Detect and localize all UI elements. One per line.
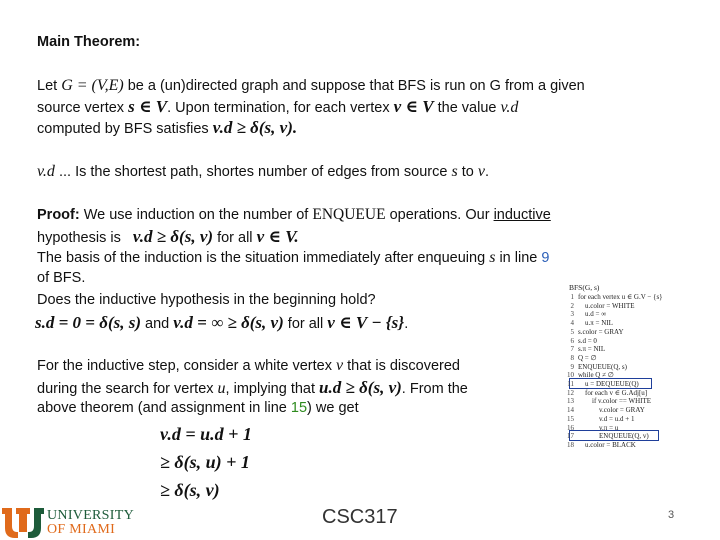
bfs-title: BFS(G, s) xyxy=(569,283,600,292)
math-s-in-v: s ∈ V xyxy=(128,97,168,116)
bfs-line-number: 9 xyxy=(570,362,574,371)
theorem-line-2 xyxy=(37,96,518,119)
bfs-code-line xyxy=(563,354,663,363)
bfs-line-code: u = DEQUEUE(Q) xyxy=(578,380,639,388)
proof-line-3 xyxy=(37,247,549,269)
bfs-line-code: v.d = u.d + 1 xyxy=(578,414,635,423)
bfs-line-code: for each vertex u ∈ G.V − {s} xyxy=(578,293,663,301)
slide-heading: Main Theorem: xyxy=(37,34,141,50)
theorem-line-3 xyxy=(37,117,297,140)
inductive-term: inductive xyxy=(493,207,551,223)
bfs-line-number: 2 xyxy=(570,301,574,310)
bfs-line-code: u.d = ∞ xyxy=(578,310,607,319)
proof-text: and xyxy=(141,316,174,332)
bfs-line-code: v.π = u xyxy=(578,423,619,432)
math-vd: v.d xyxy=(500,99,519,116)
step-text: For the inductive step, consider a white vertex xyxy=(37,358,337,374)
step-line-3 xyxy=(37,398,359,419)
step-line-2 xyxy=(37,377,468,400)
bfs-line-code: u.color = WHITE xyxy=(578,301,635,310)
bfs-line-number: 15 xyxy=(567,414,574,423)
bfs-line-number: 8 xyxy=(570,353,574,362)
bfs-line-number: 1 xyxy=(570,293,574,301)
math-inequality: v.d ≥ δ(s, v). xyxy=(212,118,298,137)
shortest-path-note xyxy=(37,161,489,183)
bfs-code-line xyxy=(563,380,663,389)
university-line-1: UNIVERSITY xyxy=(47,508,134,523)
bfs-line-code: u.π = NIL xyxy=(578,319,613,328)
proof-line-1 xyxy=(37,204,551,226)
step-text: above theorem (and assignment in line xyxy=(37,400,291,416)
math-hypothesis: v.d ≥ δ(s, v) xyxy=(132,227,214,246)
bfs-line-code: v.color = GRAY xyxy=(578,406,645,415)
line-9-link[interactable]: 9 xyxy=(541,250,550,266)
bfs-code-line xyxy=(563,345,663,354)
bfs-line-code: ENQUEUE(Q, s) xyxy=(578,362,627,371)
bfs-line-number: 18 xyxy=(567,440,574,449)
bfs-code-line xyxy=(563,397,663,406)
bfs-line-code: Q = ∅ xyxy=(578,353,597,362)
step-text: during the search for vertex xyxy=(37,381,218,397)
note-text: . xyxy=(484,164,489,180)
proof-text: for all xyxy=(283,316,328,332)
note-text: to xyxy=(457,164,478,180)
bfs-code-line xyxy=(563,415,663,424)
bfs-line-code: while Q ≠ ∅ xyxy=(578,371,614,380)
proof-text: in line xyxy=(495,250,542,266)
note-text: ... Is the shortest path, shortes number of edges from source xyxy=(54,164,452,180)
bfs-line-number: 16 xyxy=(567,423,574,432)
equation-1: v.d = u.d + 1 xyxy=(160,424,252,444)
bfs-code-line xyxy=(563,337,663,346)
bfs-code-line xyxy=(563,328,663,337)
bfs-line-code: u.color = BLACK xyxy=(578,440,636,449)
bfs-line-number: 6 xyxy=(570,336,574,345)
math-v: v xyxy=(336,357,344,374)
bfs-code-line xyxy=(563,441,663,450)
step-text: that is discovered xyxy=(343,358,460,374)
bfs-line-number: 3 xyxy=(570,310,574,319)
theorem-text: be a (un)directed graph and suppose that BFS is run on G from a given xyxy=(123,78,585,94)
bfs-line-number: 13 xyxy=(567,397,574,406)
graph-definition: G = (V,E) xyxy=(61,77,124,94)
proof-text: The basis of the induction is the situation immediately after enqueuing xyxy=(37,250,490,266)
bfs-line-number: 7 xyxy=(570,345,574,354)
equation-3: ≥ δ(s, v) xyxy=(160,480,220,500)
proof-line-2 xyxy=(37,226,299,249)
bfs-code-line xyxy=(563,319,663,328)
bfs-line-number: 5 xyxy=(570,327,574,336)
proof-line-4: of BFS. xyxy=(37,270,86,286)
bfs-pseudocode xyxy=(563,283,663,468)
enqueue-term: ENQUEUE xyxy=(312,206,386,223)
theorem-text: . Upon termination, for each vertex xyxy=(167,100,394,116)
bfs-line-code: for each v ∈ G.Adj[u] xyxy=(578,388,648,397)
bfs-code-line xyxy=(563,406,663,415)
proof-text: for all xyxy=(213,230,257,246)
university-u-logo xyxy=(2,508,44,538)
math-sd-zero: s.d = 0 = δ(s, s) xyxy=(35,313,142,332)
bfs-line-number: 10 xyxy=(567,371,574,380)
step-text: ) we get xyxy=(307,400,359,416)
bfs-line-number: 4 xyxy=(570,319,574,328)
proof-question: Does the inductive hypothesis in the beginning hold? xyxy=(37,292,376,308)
proof-label: Proof: xyxy=(37,207,80,223)
bfs-line-number: 14 xyxy=(567,406,574,415)
theorem-text: source vertex xyxy=(37,100,129,116)
proof-text: We use induction on the number of xyxy=(79,207,313,223)
bfs-line-number: 11 xyxy=(567,380,574,388)
math-v: v xyxy=(477,163,485,180)
bfs-line-code: s.d = 0 xyxy=(578,336,597,345)
bfs-line-code: if v.color == WHITE xyxy=(578,397,652,406)
math-vd-infinity: v.d = ∞ ≥ δ(s, v) xyxy=(173,313,284,332)
math-v-in-v: v ∈ V xyxy=(393,97,434,116)
math-ud: u.d ≥ δ(s, v) xyxy=(319,378,402,397)
theorem-text: the value xyxy=(433,100,501,116)
bfs-line-code: s.π = NIL xyxy=(578,345,606,354)
bfs-code-line xyxy=(563,310,663,319)
course-code: CSC317 xyxy=(322,506,398,528)
line-15-link[interactable]: 15 xyxy=(290,400,308,416)
proof-text: hypothesis is xyxy=(37,230,125,246)
math-vd: v.d xyxy=(37,163,55,180)
bfs-code-line xyxy=(563,389,663,398)
math-s: s xyxy=(489,249,496,266)
bfs-code-line xyxy=(563,371,663,380)
bfs-code-line xyxy=(563,363,663,372)
bfs-line-code: ENQUEUE(Q, v) xyxy=(578,432,649,441)
theorem-text: computed by BFS satisfies xyxy=(37,121,213,137)
bfs-code-line xyxy=(563,302,663,311)
step-text: , implying that xyxy=(225,381,320,397)
bfs-code-line xyxy=(563,432,663,441)
proof-text: . xyxy=(404,316,409,332)
equation-2: ≥ δ(s, u) + 1 xyxy=(160,452,250,472)
proof-text: operations. Our xyxy=(385,207,494,223)
bfs-code-line xyxy=(563,424,663,433)
university-wordmark xyxy=(47,509,134,537)
step-text: . From the xyxy=(401,381,468,397)
bfs-line-number: 17 xyxy=(567,432,574,441)
math-v-in-v: v ∈ V. xyxy=(256,227,299,246)
bfs-code-line xyxy=(563,293,663,302)
math-v-minus-s: v ∈ V − {s} xyxy=(327,313,405,332)
page-number: 3 xyxy=(668,509,675,521)
math-s: s xyxy=(451,163,458,180)
bfs-line-number: 12 xyxy=(567,388,574,397)
math-u: u xyxy=(217,380,226,397)
university-line-2: OF MIAMI xyxy=(47,522,116,537)
step-line-1 xyxy=(37,355,460,377)
proof-base-case xyxy=(35,312,408,335)
theorem-line-1 xyxy=(37,75,585,97)
theorem-text: Let xyxy=(37,78,62,94)
bfs-line-code: s.color = GRAY xyxy=(578,327,624,336)
